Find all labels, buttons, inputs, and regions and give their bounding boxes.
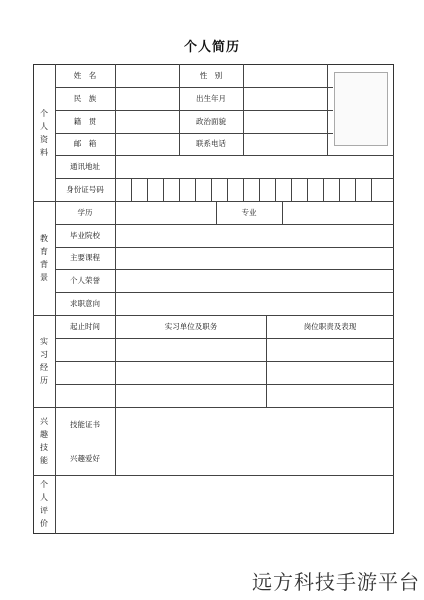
- label-name: 姓 名: [73, 71, 97, 80]
- id-box-line: [323, 178, 324, 201]
- id-box-line: [195, 178, 196, 201]
- col-line: [115, 64, 116, 156]
- id-box-line: [371, 178, 372, 201]
- id-box-line: [131, 178, 132, 201]
- header-company: 实习单位及职务: [164, 322, 218, 331]
- row-line: [55, 384, 394, 385]
- label-school: 毕业院校: [70, 231, 100, 240]
- id-box-line: [147, 178, 148, 201]
- section-line: [33, 201, 394, 202]
- watermark-text: 远方科技手游平台: [252, 570, 420, 594]
- id-box-line: [259, 178, 260, 201]
- label-origin: 籍 贯: [73, 117, 97, 126]
- section-internship: 实 习 经 历: [40, 337, 48, 385]
- row-line: [55, 87, 333, 88]
- header-duties: 岗位职责及表现: [303, 322, 357, 331]
- row-line: [55, 247, 394, 248]
- row-line: [55, 361, 394, 362]
- section-column-line: [55, 64, 56, 534]
- header-period: 起止时间: [70, 322, 100, 331]
- row-line: [55, 110, 333, 111]
- col-line: [216, 201, 217, 224]
- id-box-line: [227, 178, 228, 201]
- col-line: [266, 315, 267, 407]
- label-id-number: 身份证号码: [66, 185, 104, 194]
- label-email: 邮 箱: [73, 139, 97, 148]
- id-box-line: [211, 178, 212, 201]
- col-line: [327, 64, 328, 156]
- row-line: [55, 224, 394, 225]
- row-line: [55, 133, 333, 134]
- id-box-line: [339, 178, 340, 201]
- label-honors: 个人荣誉: [70, 276, 100, 285]
- label-phone: 联系电话: [196, 139, 226, 148]
- col-line: [115, 201, 116, 315]
- label-birth: 出生年月: [196, 94, 226, 103]
- col-line: [179, 64, 180, 156]
- section-personal: 个 人 资 料: [40, 109, 48, 157]
- row-line: [55, 292, 394, 293]
- col-line: [115, 155, 116, 178]
- label-certificates: 技能证书: [70, 420, 100, 429]
- label-degree: 学历: [77, 208, 93, 217]
- col-line: [115, 407, 116, 475]
- col-line: [115, 178, 116, 201]
- label-courses: 主要课程: [70, 253, 100, 262]
- col-line: [115, 315, 116, 407]
- id-box-line: [291, 178, 292, 201]
- photo-placeholder[interactable]: [334, 72, 388, 146]
- label-job-intent: 求职意向: [70, 299, 100, 308]
- id-box-line: [179, 178, 180, 201]
- row-line: [55, 338, 394, 339]
- section-line: [33, 315, 394, 316]
- row-line: [55, 269, 394, 270]
- section-line: [33, 475, 394, 476]
- id-box-line: [243, 178, 244, 201]
- row-line: [55, 178, 394, 179]
- label-gender: 性 别: [199, 71, 223, 80]
- section-education: 教 育 背 景: [40, 234, 48, 282]
- id-box-line: [275, 178, 276, 201]
- label-political: 政治面貌: [196, 117, 226, 126]
- label-major: 专业: [241, 208, 257, 217]
- resume-title: 个人简历: [183, 40, 240, 55]
- col-line: [243, 64, 244, 156]
- id-box-line: [307, 178, 308, 201]
- section-evaluation: 个 人 评 价: [40, 480, 48, 528]
- section-skills: 兴 趣 技 能: [40, 417, 48, 465]
- col-line: [282, 201, 283, 224]
- label-ethnicity: 民 族: [73, 94, 97, 103]
- row-line: [55, 155, 394, 156]
- id-box-line: [163, 178, 164, 201]
- label-hobbies: 兴趣爱好: [70, 454, 100, 463]
- label-address: 通讯地址: [70, 162, 100, 171]
- section-line: [33, 407, 394, 408]
- id-box-line: [355, 178, 356, 201]
